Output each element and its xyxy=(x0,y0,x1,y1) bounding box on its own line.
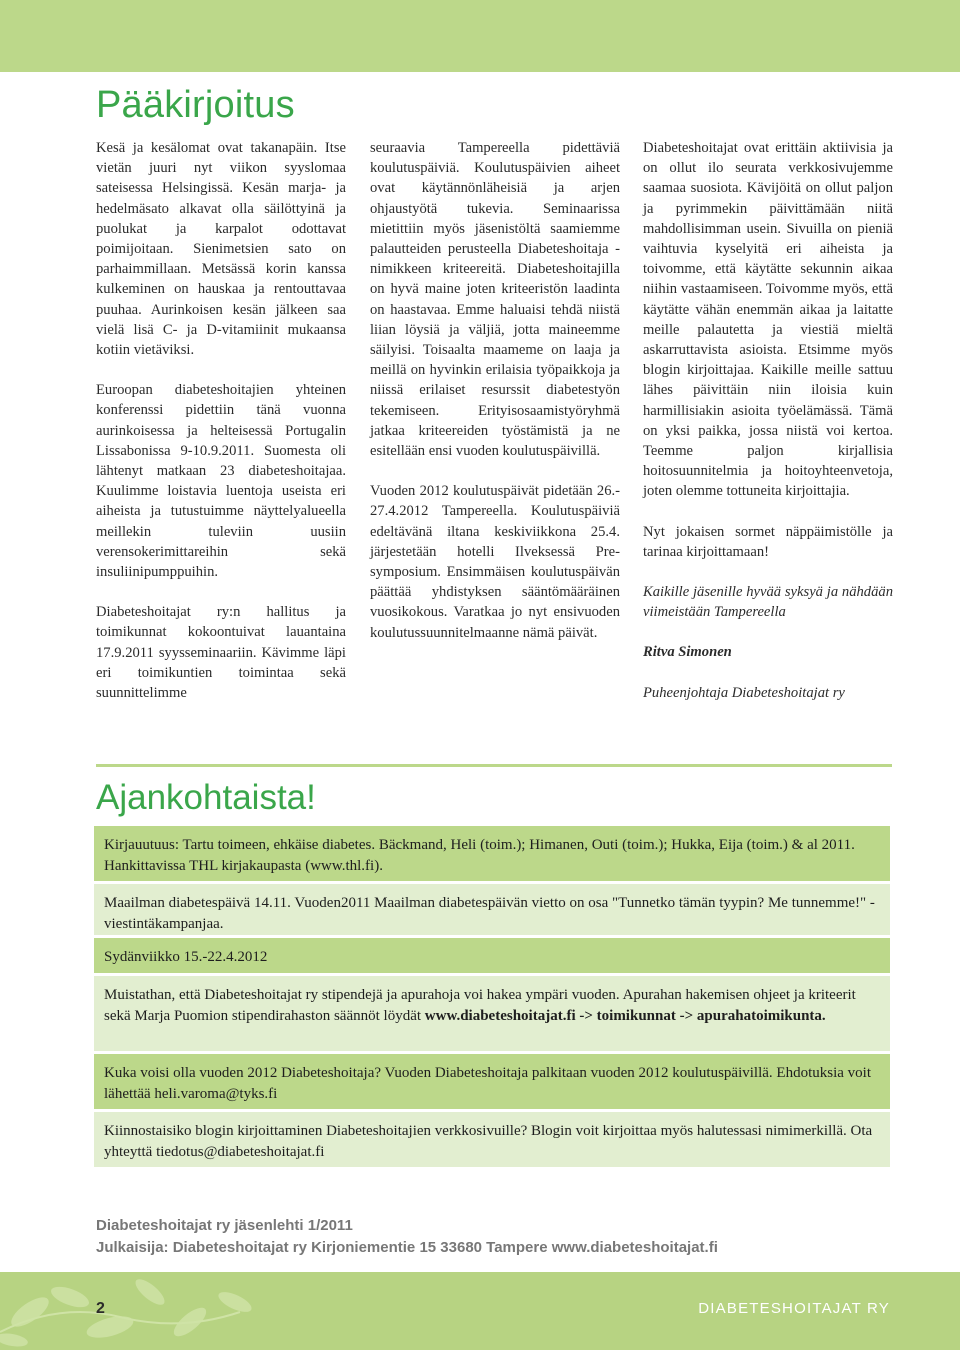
closing-greeting: Kaikille jäsenille hyvää syksyä ja nähdään viimeistään Tampereella xyxy=(643,584,893,621)
news-list xyxy=(94,826,890,1170)
editorial-column-1 xyxy=(96,138,346,703)
paragraph: seuraavia Tampereella pidettäviä koulutuspäiviä. Koulutuspäivien aiheet ovat käytännönläheisiä ja arjen ohjaustyötä tukevia. Seminaarissa mietittiin myös jäsenistöltä saamiemme palautteiden perusteella Diabeteshoitaja -nimikkeen kriteereitä. Diabeteshoitajilla on hyvä maine joten kriteeristön laadinta on haastavaa. Emme haluaisi tehdä niistä liian löysiä ja väljiä, jotta maineemme säilyisi. Toisaalta maameme on laaja ja meillä on hyvinkin erilaisia työpaikkoja ja niissä erilaiset resurssit diabetestyön tekemiseen. Erityisosaamistyöryhmä jatkaa kriteereiden työstämistä ja ne esitellään ensi vuoden koulutuspäivillä. xyxy=(370,140,620,460)
news-item: Kirjauutuus: Tartu toimeen, ehkäise diabetes. Bäckmand, Heli (toim.); Himanen, Outi (toim.); Hukka, Eija (toim.) & al 2011. Hankittavissa THL kirjakaupasta (www.thl.fi). xyxy=(94,826,890,884)
news-item: Sydänviikko 15.-22.4.2012 xyxy=(94,938,890,976)
news-item: Kuka voisi olla vuoden 2012 Diabeteshoitaja? Vuoden Diabeteshoitaja palkitaan vuoden 2012 koulutuspäivillä. Ehdotuksia voit lähettää heli.varoma@tyks.fi xyxy=(94,1054,890,1112)
paragraph: Vuoden 2012 koulutuspäivät pidetään 26.- 27.4.2012 Tampereella. Koulutuspäiviä edeltävänä iltana keskiviikkona 25.4. järjestetään hotelli Ilveksessä Pre-symposium. Ensimmäisen koulutuspäivän päättää yhdistyksen sääntömääräinen vuosikokous. Varatkaa jo nyt ensivuoden koulutussuunnitelmaanne nämä päivät. xyxy=(370,483,620,641)
signature-role: Puheenjohtaja Diabeteshoitajat ry xyxy=(643,684,845,701)
section-divider xyxy=(96,764,892,767)
news-item: Kiinnostaisiko blogin kirjoittaminen Diabeteshoitajien verkkosivuille? Blogin voit kirjoittaa myös halutessasi nimimerkillä. Ota yhteyttä tiedotus@diabeteshoitajat.fi xyxy=(94,1112,890,1170)
publication-info xyxy=(96,1215,896,1259)
publisher-line: Julkaisija: Diabeteshoitajat ry Kirjoniementie 15 33680 Tampere www.diabeteshoitajat.fi xyxy=(96,1239,718,1256)
page-number: 2 xyxy=(96,1300,105,1317)
issue-line: Diabeteshoitajat ry jäsenlehti 1/2011 xyxy=(96,1217,353,1234)
news-item xyxy=(94,976,890,1054)
leaf-decoration-icon xyxy=(0,1272,300,1350)
news-item: Maailman diabetespäivä 14.11. Vuoden2011 Maailman diabetespäivän vietto on osa "Tunnetko tämän tyypin? Me tunnemme!" -viestintäkampanjaa. xyxy=(94,884,890,938)
news-item-text: Muistathan, että Diabeteshoitajat ry stipendejä ja apurahoja voi hakea ympäri vuoden. Apurahan hakemisen ohjeet ja kriteerit sekä Marja Puomion stipendirahaston säännöt löydät xyxy=(104,987,856,1024)
paragraph: Diabeteshoitajat ovat erittäin aktiivisia ja on ollut ilo seurata verkkosivujemme saamaa suosiota. Kävijöitä on ollut paljon ja pyrimmekin päivittämään niitä mahdollisimman usein. Sivuilla on pieniä vaihtuvia kyselyitä eri aiheista ja toivomme, että käytätte sekunnin aikaa niihin vastaamiseen. Toivomme myös, että käytätte vähän enemmän aikaa ja laitatte meille palautetta ja viestiä mieltä askarruttavista asioista. Etsimme myös blogin kirjoittajaa. Kaikille meille sattuu lähes päivittäin niin iloisia kuin harmillisiakin asioita työelämässä. Tämä on yksi paikka, jossa niistä voi kertoa. Teemme paljon kirjallisia hoitosuunnitelmia ja hoitoyhteenvetoja, joten olemme tottuneita kirjoittajia. xyxy=(643,140,893,500)
journal-name: DIABETESHOITAJAT RY xyxy=(698,1300,890,1317)
website-link[interactable]: www.diabeteshoitajat.fi -> toimikunnat -> apurahatoimikunta. xyxy=(424,1007,826,1024)
paragraph: Euroopan diabeteshoitajien yhteinen konferenssi pidettiin tänä vuonna aurinkoisessa ja helteisessä Portugalin Lissabonissa 9-10.9.2011. Suomesta oli lähtenyt matkaan 23 diabeteshoitajaa. Kuulimme loistavia luentoja useista eri aiheista ja tutustuimme näyttelyalueella meillekin tuleviin uusiin verensokerimittareihin sekä insuliinipumppuihin. xyxy=(96,382,346,581)
editorial-column-3 xyxy=(643,138,893,703)
editorial-column-2 xyxy=(370,138,620,643)
signature-name: Ritva Simonen xyxy=(643,644,732,661)
top-color-band xyxy=(0,0,960,72)
news-section-title: Ajankohtaista! xyxy=(96,778,316,817)
paragraph: Nyt jokaisen sormet näppäimistölle ja tarinaa kirjoittamaan! xyxy=(643,523,893,560)
paragraph: Diabeteshoitajat ry:n hallitus ja toimikunnat kokoontuivat lauantaina 17.9.2011 syysseminaariin. Kävimme läpi eri toimikuntien toimintaa sekä suunnittelimme xyxy=(96,604,346,702)
page-title: Pääkirjoitus xyxy=(96,84,295,126)
paragraph: Kesä ja kesälomat ovat takanapäin. Itse vietän juuri nyt viikon syyslomaa sateisessa Helsingissä. Kesän marja- ja hedelmäsato alkavat olla säilöttyinä ja puolukat ja karpalot odottavat poimijoitaan. Sienimetsien sato on parhaimmillaan. Metsässä korin kanssa kulkeminen on hauskaa ja rentouttavaa puuhaa. Aurinkoisen kesän jälkeen saa vielä lisä C- ja D-vitamiinit mukaansa kotiin vietäviksi. xyxy=(96,140,346,359)
